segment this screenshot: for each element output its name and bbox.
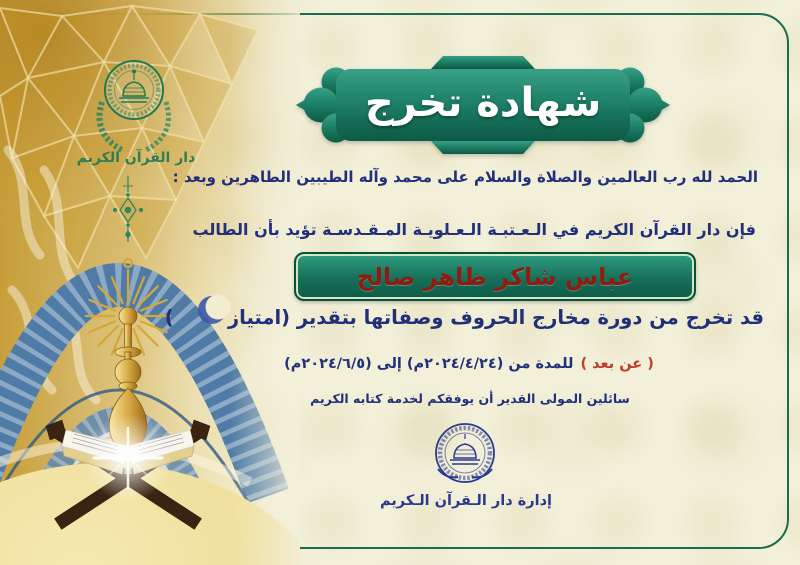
praise-line: الحمد لله رب العالمين والصلاة والسلام على محمد وآله الطيبين الطاهرين وبعد : <box>172 168 758 186</box>
mode-label: ( عن بعد ) <box>580 356 654 372</box>
graduation-line: قد تخرج من دورة مخارج الحروف وصفاتها بتقدير (امتياز ) <box>164 306 764 329</box>
title-banner <box>292 52 674 158</box>
emblem-caption: دار القرآن الكريم <box>76 150 196 166</box>
light-glow <box>84 414 172 502</box>
intro-line: فإن دار القرآن الكريم في الـعـتبـة الـعـلويـة المـقـدسـة تؤيد بأن الطالب <box>192 220 756 239</box>
closing-line: سائلين المولى القدير أن يوفقكم لخدمة كتابه الكريم <box>310 391 630 406</box>
student-name: عباس شاكر ظاهر صالح <box>356 262 634 291</box>
student-name-badge <box>294 252 696 301</box>
issuer-label: إدارة دار الـقرآن الـكريم <box>379 493 552 509</box>
ornament-divider-icon <box>110 176 146 242</box>
administration-seal-icon <box>431 419 499 489</box>
duration-line <box>239 356 699 372</box>
duration-text: للمدة من (٢٠٢٤/٤/٢٤م) إلى (٢٠٢٤/٦/٥م) <box>284 356 574 372</box>
certificate-title: شهادة تخرج <box>364 80 602 126</box>
